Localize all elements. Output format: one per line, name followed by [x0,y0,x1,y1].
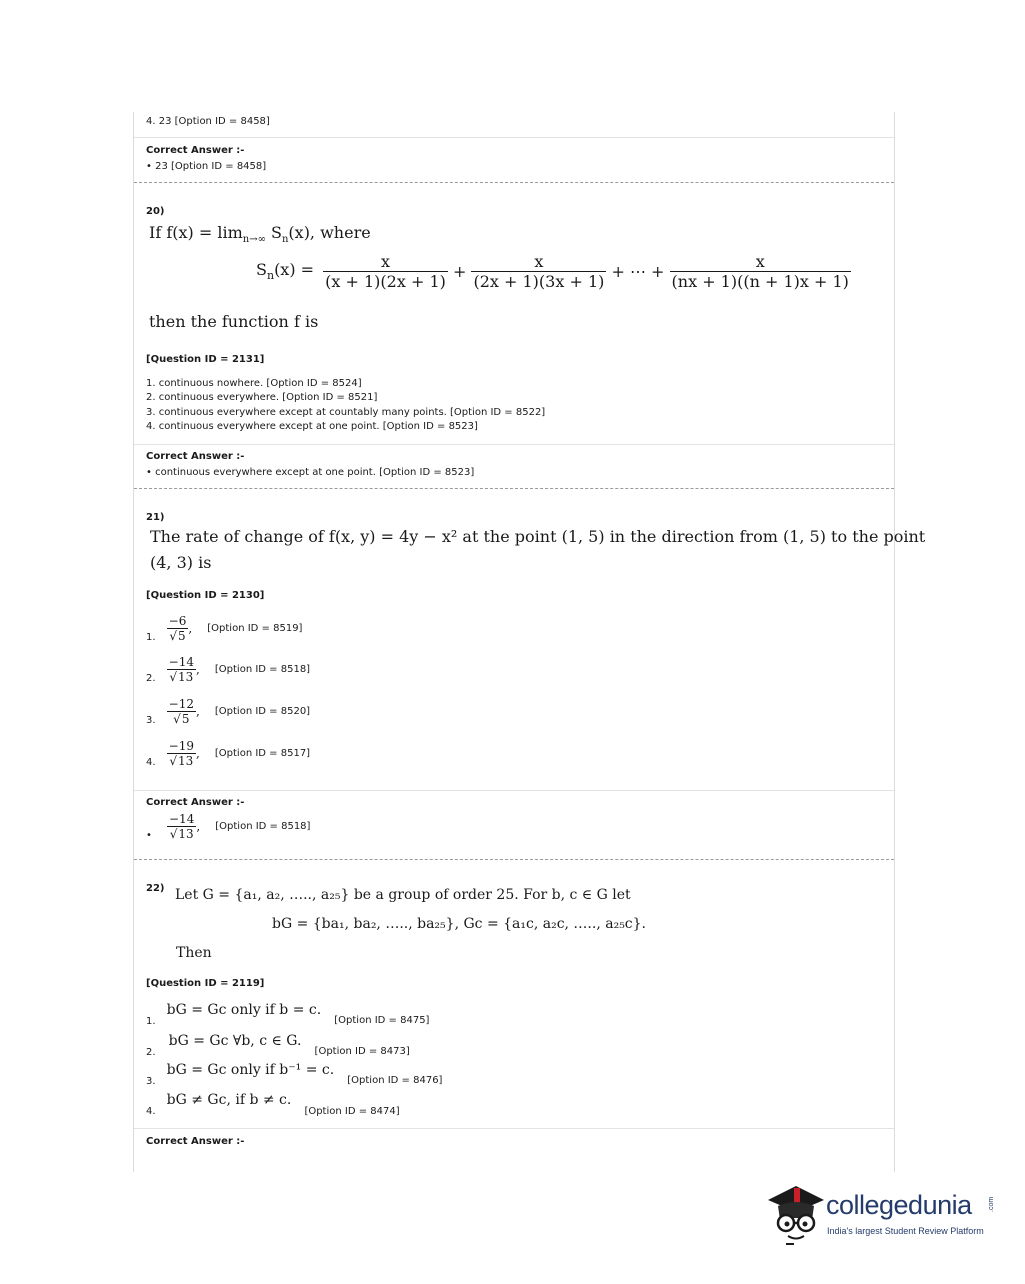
q22-correct-label: Correct Answer :- [146,1136,245,1147]
q20-question-line: then the function f is [149,312,319,331]
collegedunia-logo [766,1176,996,1246]
q22-statement-line-2: bG = {ba₁, ba₂, ….., ba₂₅}, Gc = {a₁c, a₂c, ….., a₂₅c}. [272,916,647,932]
q21-question-id: [Question ID = 2130] [146,590,265,601]
q20-series: $S_n(x)$ = $\frac{x}{(x + 1)(2x + 1)}$ + $\frac{x}{(2x + 1)(3x + 1)}$ + ⋯ + $\frac{x}{(nx + 1)((n + 1)x + 1)}$ [256,252,849,291]
q22-question-id: [Question ID = 2119] [146,978,265,989]
q21-correct-label: Correct Answer :- [146,797,245,808]
q22-option-1: 1. bG = Gc only if b = c. [Option ID = 8475] [146,1002,430,1027]
q20-correct-label: Correct Answer :- [146,451,245,462]
q21-statement-line-1: The rate of change of f(x, y) = 4y − x² at the point (1, 5) in the direction from (1, 5) to the point [150,527,926,546]
q21-number: 21) [146,512,165,523]
q20-option-1: 1. continuous nowhere. [Option ID = 8524] [146,378,362,389]
q20-option-2: 2. continuous everywhere. [Option ID = 8521] [146,392,378,403]
prev-correct-label: Correct Answer :- [146,145,245,156]
logo-com: .com [988,1196,995,1212]
q20-statement: If $f(x) = \lim_{n\to\infty} S_n(x)$, where [149,223,371,246]
q20-option-4: 4. continuous everywhere except at one point. [Option ID = 8523] [146,421,478,432]
q22-statement-line-1: Let G = {a₁, a₂, ….., a₂₅} be a group of order 25. For b, c ∈ G let [175,887,631,903]
logo-wordmark: collegedunia [826,1190,972,1220]
q22-option-4: 4. bG ≠ Gc, if b ≠ c. [Option ID = 8474] [146,1092,400,1117]
q21-statement-line-2: (4, 3) is [150,553,212,572]
q21-option-4: 4. $\frac{-19}{√13}$ , [Option ID = 8517] [146,739,311,768]
graduate-mascot-icon [766,1176,826,1246]
prev-correct-answer: • 23 [Option ID = 8458] [146,161,267,172]
prev-option-4: 4. 23 [Option ID = 8458] [146,116,270,127]
q21-correct-answer: • $\frac{-14}{√13}$ , [Option ID = 8518] [146,812,311,841]
q20-correct-answer: • continuous everywhere except at one point. [Option ID = 8523] [146,467,475,478]
q22-option-3: 3. bG = Gc only if b⁻¹ = c. [Option ID = 8476] [146,1062,443,1087]
q21-option-1: 1. $\frac{-6}{√5}$ , [Option ID = 8519] [146,614,303,643]
q20-question-id: [Question ID = 2131] [146,354,265,365]
q20-number: 20) [146,206,165,217]
q21-option-3: 3. $\frac{-12}{√5}$ , [Option ID = 8520] [146,697,311,726]
q22-number: 22) [146,883,165,894]
logo-tagline: India's largest Student Review Platform [827,1226,984,1236]
q20-option-3: 3. continuous everywhere except at countably many points. [Option ID = 8522] [146,407,546,418]
question-sheet [133,112,926,1172]
q22-option-2: 2. bG = Gc ∀b, c ∈ G. [Option ID = 8473] [146,1033,410,1058]
q21-option-2: 2. $\frac{-14}{√13}$ , [Option ID = 8518] [146,655,311,684]
q22-then: Then [176,945,212,961]
